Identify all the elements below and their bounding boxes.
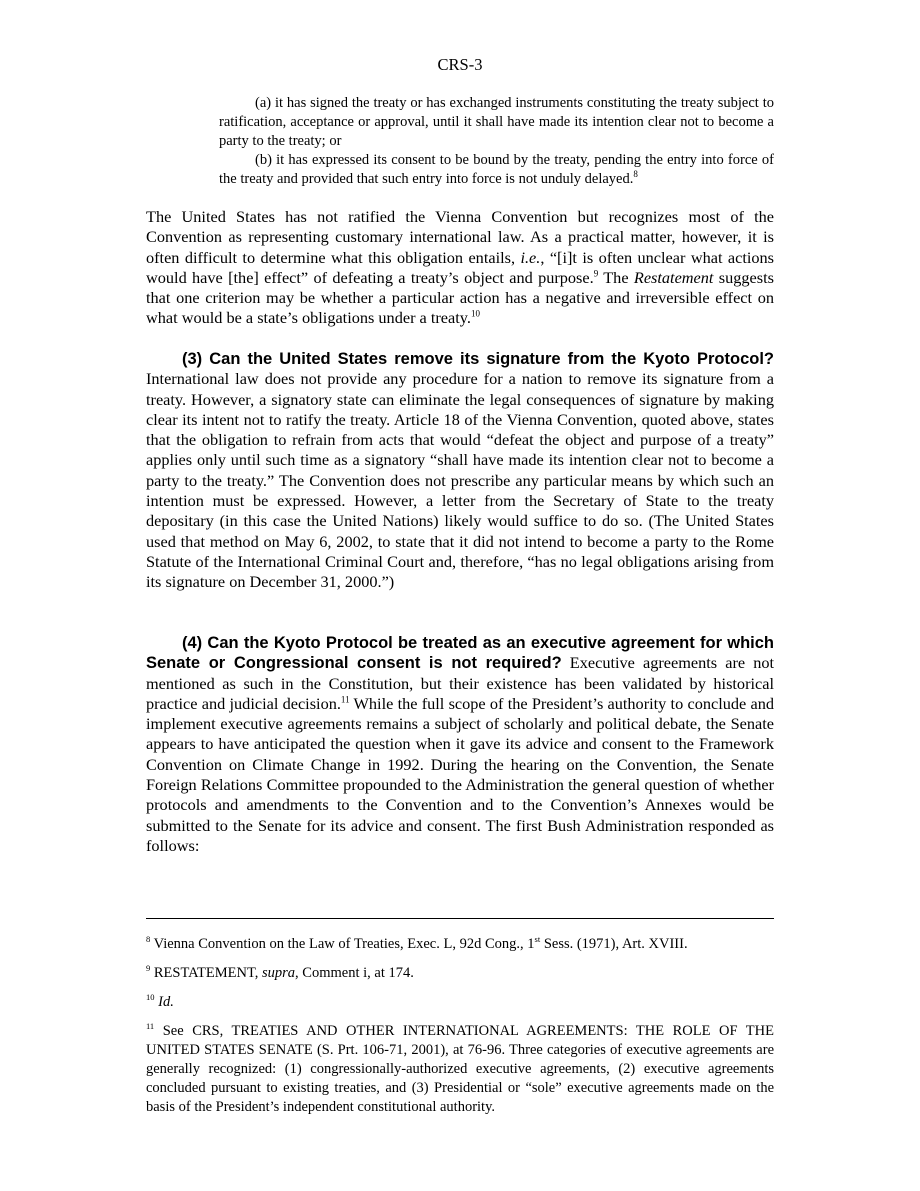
section-3-text: International law does not provide any procedure for a nation to remove its signature from a treaty. However, a signatory state can eliminate the legal consequences of signature by making clear its intent not to ratify the treaty. Article 18 of the Vienna Convention, quoted above, states that the obligation to refrain from acts that would “defeat the object and purpose of a treaty” applies only until such time as a signatory “shall have made its intention clear not to become a party to the treaty.” The Convention does not prescribe any particular means by which such an intention must be expressed. However, a letter from the Secretary of State to the treaty depositary (in this case the United Nations) likely would suffice to do so. (The United States used that method on May 6, 2002, to state that it did not intend to become a party to the Rome Statute of the International Criminal Court and, therefore, “has no legal obligations arising from its signature on December 31, 2000.”): [146, 369, 774, 592]
section-4-executive-agreement: (4) Can the Kyoto Protocol be treated as an executive agreement for which Senate or Congressional consent is not required? Executive agreements are not mentioned as such in the Constitution, but their existence has been validated by historical practice and judicial decision.$^{11}$ While the full scope of the President’s authority to conclude and implement executive agreements remains a subject of scholarly and political debate, the Senate appears to have anticipated the question when it gave its advice and consent to the Framework Convention on Climate Change in 1992. During the hearing on the Convention, the Senate Foreign Relations Committee propounded to the Administration the general question of whether protocols and amendments to the Convention and to the Convention’s Annexes would be submitted to the Senate for its advice and consent. The first Bush Administration responded as follows:: [146, 634, 774, 855]
footnote-ref-8[interactable]: 8: [633, 169, 638, 180]
footnote-ref-9[interactable]: 9: [593, 268, 599, 279]
footnote-10: $^{10}$ Id.: [146, 992, 174, 1010]
section-4-heading: (4) Can the Kyoto Protocol be treated as an executive agreement for which Senate or Congressional consent is not required?: [146, 634, 774, 673]
footnote-ref-11[interactable]: 11: [340, 694, 350, 705]
block-quote: [219, 94, 774, 189]
footnote-ref-10[interactable]: 10: [470, 309, 480, 320]
quote-clause-b: (b) it has expressed its consent to be bound by the treaty, pending the entry into force of the treaty and provided that such entry into force is not unduly delayed.$^8$: [219, 152, 774, 187]
footnote-divider: [146, 918, 774, 919]
section-3-remove-signature: [146, 349, 774, 593]
quote-clause-a: (a) it has signed the treaty or has exchanged instruments constituting the treaty subject to ratification, acceptance or approval, until it shall have made its intention clear not to become a party to the treaty; or: [219, 95, 774, 149]
footnotes: [146, 935, 774, 1127]
footnote-11: $^{11}$ See CRS, TREATIES AND OTHER INTERNATIONAL AGREEMENTS: THE ROLE OF THE UNITED STATES SENATE (S. Prt. 106-71, 2001), at 76-96. Three categories of executive agreements are generally recognized: (1) congressionally-authorized executive agreements, (2) executive agreements concluded pursuant to existing treaties, and (3) Presidential or “sole” executive agreements made on the basis of the President’s independent constitutional authority.: [146, 1021, 774, 1115]
page-number-header: CRS-3: [437, 55, 483, 74]
paragraph-vienna-convention: The United States has not ratified the Vienna Convention but recognizes most of the Convention as representing customary international law. As a practical matter, however, it is often difficult to determine what this obligation entails, i.e., “[i]t is often unclear what actions would have [the] effect” of defeating a treaty’s object and purpose.$^9$ The Restatement suggests that one criterion may be whether a particular action has a negative and irreversible effect on what would be a state’s obligations under a treaty.$^{10}$: [146, 207, 774, 328]
footnote-8: $^8$ Vienna Convention on the Law of Treaties, Exec. L, 92d Cong., 1st Sess. (1971), Art. XVIII.: [146, 934, 688, 952]
section-3-heading: (3) Can the United States remove its signature from the Kyoto Protocol?: [182, 350, 774, 368]
footnote-9: $^9$ RESTATEMENT, supra, Comment i, at 174.: [146, 963, 414, 981]
